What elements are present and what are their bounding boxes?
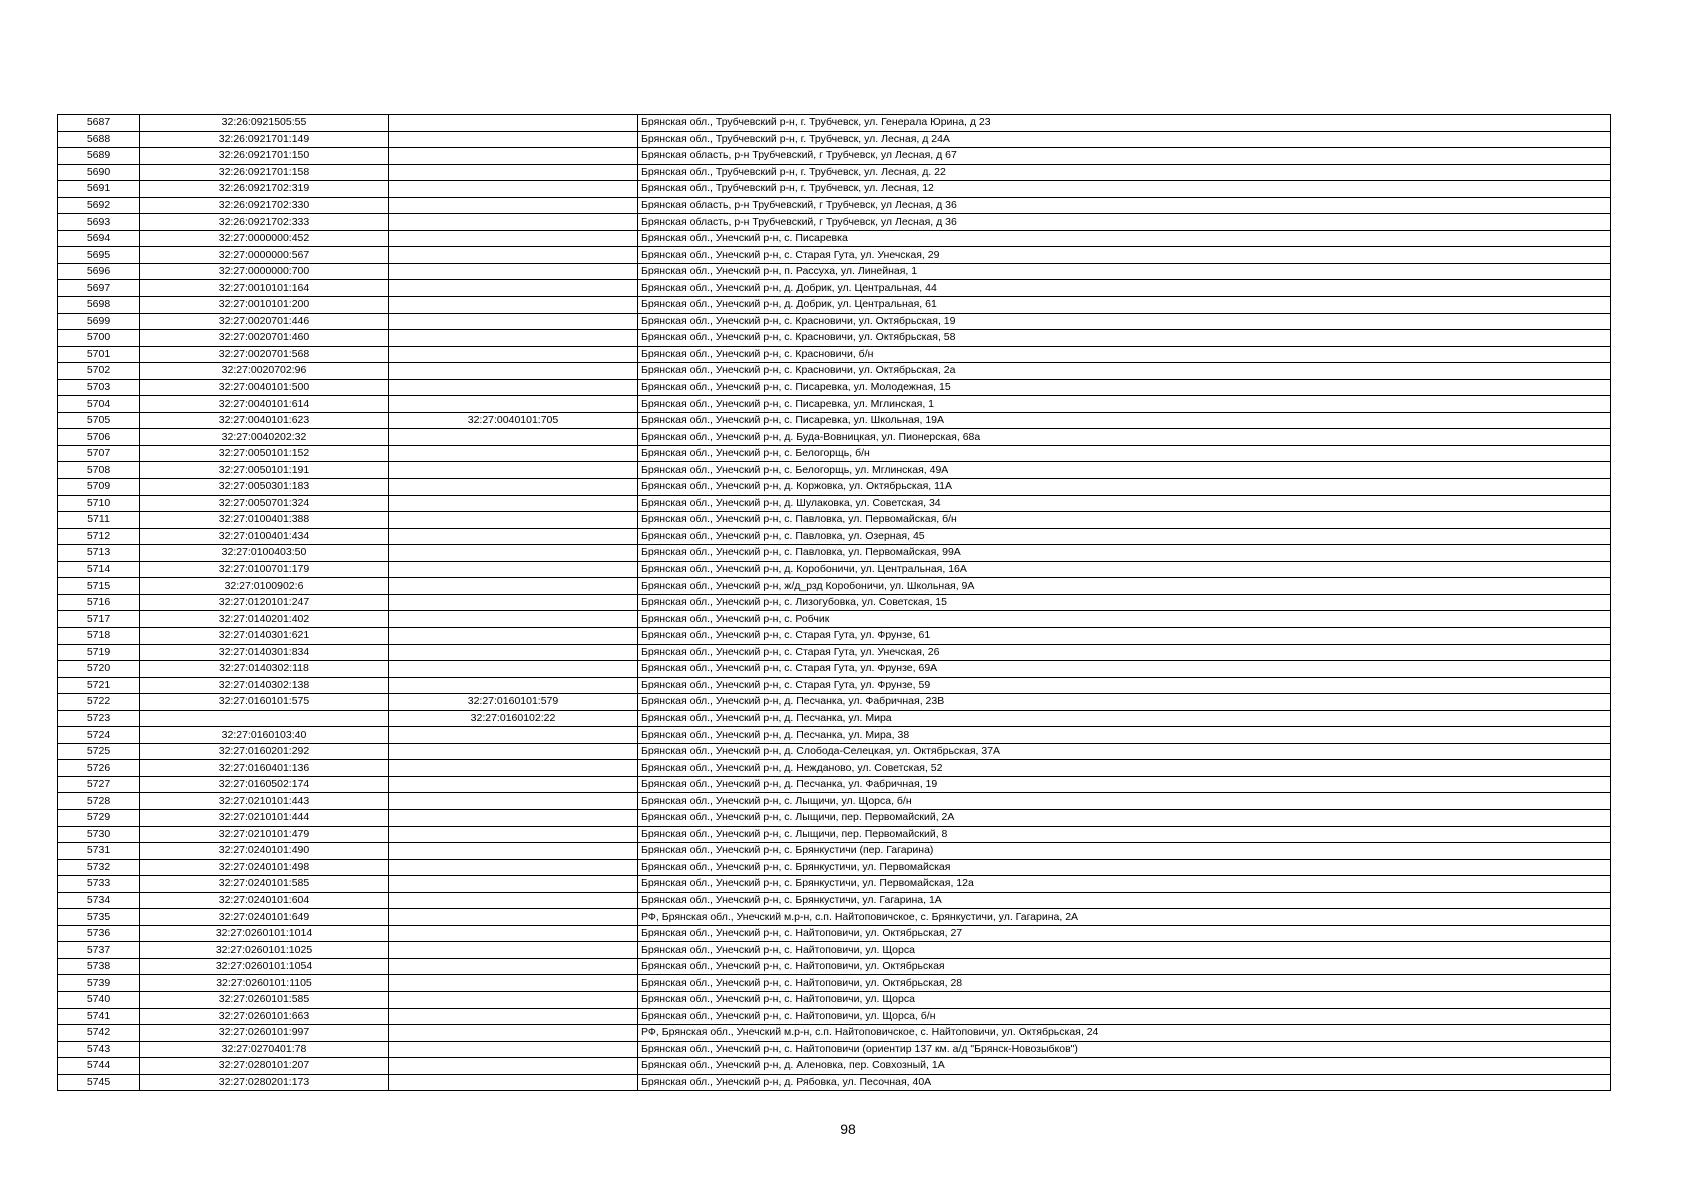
- secondary-cadastral-number-cell: [389, 793, 638, 810]
- table-row: [58, 578, 1611, 595]
- cadastral-number-cell: 32:27:0240101:490: [140, 843, 389, 860]
- table-row: [58, 760, 1611, 777]
- cadastral-number-cell: 32:27:0160401:136: [140, 760, 389, 777]
- secondary-cadastral-number-cell: [389, 528, 638, 545]
- cadastral-number-cell: 32:27:0100902:6: [140, 578, 389, 595]
- address-cell: Брянская обл., Унечский р-н, п. Рассуха, ул. Линейная, 1: [638, 263, 1611, 280]
- address-cell: Брянская обл., Унечский р-н, с. Брянкустичи, ул. Первомайская: [638, 859, 1611, 876]
- secondary-cadastral-number-cell: [389, 197, 638, 214]
- table-row: [58, 892, 1611, 909]
- cadastral-number-cell: 32:27:0020702:96: [140, 363, 389, 380]
- row-number-cell: 5700: [58, 330, 140, 347]
- table-row: [58, 412, 1611, 429]
- address-cell: Брянская обл., Трубчевский р-н, г. Трубчевск, ул. Генерала Юрина, д 23: [638, 115, 1611, 132]
- row-number-cell: 5745: [58, 1074, 140, 1091]
- secondary-cadastral-number-cell: [389, 826, 638, 843]
- table-row: [58, 776, 1611, 793]
- secondary-cadastral-number-cell: [389, 181, 638, 198]
- cadastral-number-cell: 32:27:0020701:568: [140, 346, 389, 363]
- secondary-cadastral-number-cell: [389, 131, 638, 148]
- address-cell: Брянская обл., Унечский р-н, д. Шулаковка, ул. Советская, 34: [638, 495, 1611, 512]
- cadastral-number-cell: 32:27:0140302:138: [140, 677, 389, 694]
- cadastral-number-cell: 32:27:0260101:997: [140, 1025, 389, 1042]
- secondary-cadastral-number-cell: [389, 958, 638, 975]
- row-number-cell: 5714: [58, 561, 140, 578]
- row-number-cell: 5722: [58, 694, 140, 711]
- row-number-cell: 5737: [58, 942, 140, 959]
- table-row: [58, 512, 1611, 529]
- address-cell: Брянская обл., Унечский р-н, д. Коробоничи, ул. Центральная, 16А: [638, 561, 1611, 578]
- row-number-cell: 5717: [58, 611, 140, 628]
- cadastral-number-cell: 32:27:0260101:663: [140, 1008, 389, 1025]
- table-row: [58, 280, 1611, 297]
- address-cell: РФ, Брянская обл., Унечский м.р-н, с.п. Найтоповичское, с. Найтоповичи, ул. Октябрьская, 24: [638, 1025, 1611, 1042]
- cadastral-number-cell: 32:27:0260101:1054: [140, 958, 389, 975]
- address-cell: Брянская обл., Унечский р-н, с. Красновичи, ул. Октябрьская, 58: [638, 330, 1611, 347]
- cadastral-number-cell: 32:27:0260101:1025: [140, 942, 389, 959]
- address-cell: Брянская обл., Унечский р-н, с. Красновичи, б/н: [638, 346, 1611, 363]
- secondary-cadastral-number-cell: [389, 809, 638, 826]
- secondary-cadastral-number-cell: [389, 164, 638, 181]
- table-row: [58, 379, 1611, 396]
- secondary-cadastral-number-cell: [389, 462, 638, 479]
- address-cell: Брянская обл., Унечский р-н, с. Лыщичи, пер. Первомайский, 8: [638, 826, 1611, 843]
- address-cell: Брянская обл., Трубчевский р-н, г. Трубчевск, ул. Лесная, д 24А: [638, 131, 1611, 148]
- address-cell: Брянская обл., Трубчевский р-н, г. Трубчевск, ул. Лесная, 12: [638, 181, 1611, 198]
- cadastral-number-cell: 32:27:0270401:78: [140, 1041, 389, 1058]
- address-cell: Брянская обл., Унечский р-н, с. Найтоповичи (ориентир 137 км. а/д "Брянск-Новозыбков"): [638, 1041, 1611, 1058]
- address-cell: Брянская обл., Унечский р-н, с. Брянкустичи, ул. Гагарина, 1А: [638, 892, 1611, 909]
- secondary-cadastral-number-cell: [389, 661, 638, 678]
- secondary-cadastral-number-cell: [389, 545, 638, 562]
- cadastral-number-cell: 32:27:0120101:247: [140, 594, 389, 611]
- secondary-cadastral-number-cell: [389, 363, 638, 380]
- cadastral-number-cell: 32:27:0000000:452: [140, 230, 389, 247]
- row-number-cell: 5725: [58, 743, 140, 760]
- row-number-cell: 5702: [58, 363, 140, 380]
- address-cell: Брянская обл., Унечский р-н, с. Найтоповичи, ул. Октябрьская, 27: [638, 925, 1611, 942]
- cadastral-number-cell: 32:26:0921702:330: [140, 197, 389, 214]
- cadastral-number-cell: 32:27:0140301:621: [140, 627, 389, 644]
- row-number-cell: 5709: [58, 479, 140, 496]
- address-cell: Брянская обл., Унечский р-н, с. Старая Гута, ул. Унечская, 26: [638, 644, 1611, 661]
- cadastral-number-cell: 32:27:0210101:443: [140, 793, 389, 810]
- row-number-cell: 5721: [58, 677, 140, 694]
- table-row: [58, 263, 1611, 280]
- address-cell: Брянская обл., Унечский р-н, с. Писаревка, ул. Мглинская, 1: [638, 396, 1611, 413]
- secondary-cadastral-number-cell: [389, 727, 638, 744]
- row-number-cell: 5691: [58, 181, 140, 198]
- secondary-cadastral-number-cell: 32:27:0040101:705: [389, 412, 638, 429]
- row-number-cell: 5693: [58, 214, 140, 231]
- address-cell: Брянская обл., Унечский р-н, д. Песчанка, ул. Фабричная, 23В: [638, 694, 1611, 711]
- table-row: [58, 346, 1611, 363]
- secondary-cadastral-number-cell: [389, 280, 638, 297]
- table-row: [58, 396, 1611, 413]
- cadastral-number-cell: 32:27:0040101:614: [140, 396, 389, 413]
- secondary-cadastral-number-cell: [389, 627, 638, 644]
- table-row: [58, 561, 1611, 578]
- table-row: [58, 115, 1611, 132]
- row-number-cell: 5715: [58, 578, 140, 595]
- table-row: [58, 942, 1611, 959]
- table-row: [58, 991, 1611, 1008]
- row-number-cell: 5732: [58, 859, 140, 876]
- address-cell: Брянская обл., Унечский р-н, с. Найтоповичи, ул. Октябрьская, 28: [638, 975, 1611, 992]
- address-cell: Брянская обл., Унечский р-н, с. Брянкустичи, ул. Первомайская, 12а: [638, 876, 1611, 893]
- table-body: [58, 115, 1611, 1091]
- secondary-cadastral-number-cell: [389, 776, 638, 793]
- secondary-cadastral-number-cell: [389, 561, 638, 578]
- cadastral-number-cell: 32:27:0040202:32: [140, 429, 389, 446]
- row-number-cell: 5712: [58, 528, 140, 545]
- row-number-cell: 5713: [58, 545, 140, 562]
- secondary-cadastral-number-cell: [389, 909, 638, 926]
- address-cell: Брянская обл., Унечский р-н, ж/д_рзд Коробоничи, ул. Школьная, 9А: [638, 578, 1611, 595]
- table-row: [58, 545, 1611, 562]
- row-number-cell: 5741: [58, 1008, 140, 1025]
- address-cell: Брянская обл., Унечский р-н, д. Слобода-Селецкая, ул. Октябрьская, 37А: [638, 743, 1611, 760]
- table-row: [58, 1008, 1611, 1025]
- page-number: 98: [840, 1121, 856, 1137]
- row-number-cell: 5696: [58, 263, 140, 280]
- cadastral-number-cell: 32:27:0100401:388: [140, 512, 389, 529]
- table-row: [58, 826, 1611, 843]
- secondary-cadastral-number-cell: [389, 445, 638, 462]
- address-cell: Брянская обл., Унечский р-н, с. Старая Гута, ул. Фрунзе, 61: [638, 627, 1611, 644]
- address-cell: Брянская обл., Унечский р-н, д. Нежданово, ул. Советская, 52: [638, 760, 1611, 777]
- address-cell: Брянская обл., Унечский р-н, с. Красновичи, ул. Октябрьская, 19: [638, 313, 1611, 330]
- property-table: [57, 114, 1611, 1091]
- cadastral-number-cell: 32:27:0210101:479: [140, 826, 389, 843]
- address-cell: Брянская обл., Унечский р-н, д. Песчанка, ул. Мира: [638, 710, 1611, 727]
- row-number-cell: 5695: [58, 247, 140, 264]
- table-row: [58, 479, 1611, 496]
- row-number-cell: 5718: [58, 627, 140, 644]
- secondary-cadastral-number-cell: [389, 495, 638, 512]
- address-cell: Брянская обл., Унечский р-н, д. Добрик, ул. Центральная, 61: [638, 297, 1611, 314]
- address-cell: Брянская обл., Унечский р-н, с. Найтоповичи, ул. Щорса: [638, 991, 1611, 1008]
- cadastral-number-cell: 32:27:0100401:434: [140, 528, 389, 545]
- row-number-cell: 5735: [58, 909, 140, 926]
- address-cell: Брянская обл., Унечский р-н, с. Найтоповичи, ул. Щорса: [638, 942, 1611, 959]
- address-cell: Брянская обл., Унечский р-н, с. Писаревка, ул. Школьная, 19А: [638, 412, 1611, 429]
- table-row: [58, 297, 1611, 314]
- table-row: [58, 445, 1611, 462]
- cadastral-number-cell: 32:26:0921702:319: [140, 181, 389, 198]
- cadastral-number-cell: 32:26:0921701:150: [140, 148, 389, 165]
- row-number-cell: 5734: [58, 892, 140, 909]
- cadastral-number-cell: 32:27:0240101:649: [140, 909, 389, 926]
- table-row: [58, 247, 1611, 264]
- cadastral-number-cell: 32:27:0040101:623: [140, 412, 389, 429]
- table-row: [58, 164, 1611, 181]
- row-number-cell: 5742: [58, 1025, 140, 1042]
- address-cell: Брянская обл., Унечский р-н, с. Старая Гута, ул. Фрунзе, 69А: [638, 661, 1611, 678]
- address-cell: Брянская обл., Унечский р-н, с. Красновичи, ул. Октябрьская, 2а: [638, 363, 1611, 380]
- row-number-cell: 5738: [58, 958, 140, 975]
- address-cell: Брянская обл., Унечский р-н, с. Робчик: [638, 611, 1611, 628]
- row-number-cell: 5736: [58, 925, 140, 942]
- table-row: [58, 429, 1611, 446]
- secondary-cadastral-number-cell: [389, 379, 638, 396]
- table-row: [58, 859, 1611, 876]
- table-row: [58, 644, 1611, 661]
- cadastral-number-cell: 32:26:0921505:55: [140, 115, 389, 132]
- secondary-cadastral-number-cell: [389, 760, 638, 777]
- address-cell: Брянская обл., Унечский р-н, с. Белогорщь, б/н: [638, 445, 1611, 462]
- secondary-cadastral-number-cell: [389, 925, 638, 942]
- table-row: [58, 909, 1611, 926]
- cadastral-number-cell: [140, 710, 389, 727]
- secondary-cadastral-number-cell: [389, 876, 638, 893]
- table-row: [58, 214, 1611, 231]
- row-number-cell: 5729: [58, 809, 140, 826]
- secondary-cadastral-number-cell: [389, 115, 638, 132]
- cadastral-number-cell: 32:27:0050101:191: [140, 462, 389, 479]
- table-row: [58, 694, 1611, 711]
- table-row: [58, 793, 1611, 810]
- cadastral-number-cell: 32:27:0100701:179: [140, 561, 389, 578]
- table-row: [58, 1058, 1611, 1075]
- table-row: [58, 197, 1611, 214]
- table-row: [58, 148, 1611, 165]
- cadastral-number-cell: 32:27:0010101:164: [140, 280, 389, 297]
- row-number-cell: 5733: [58, 876, 140, 893]
- cadastral-number-cell: 32:27:0240101:604: [140, 892, 389, 909]
- cadastral-number-cell: 32:27:0140302:118: [140, 661, 389, 678]
- secondary-cadastral-number-cell: [389, 429, 638, 446]
- row-number-cell: 5730: [58, 826, 140, 843]
- cadastral-number-cell: 32:27:0210101:444: [140, 809, 389, 826]
- cadastral-number-cell: 32:27:0260101:1014: [140, 925, 389, 942]
- secondary-cadastral-number-cell: [389, 594, 638, 611]
- secondary-cadastral-number-cell: [389, 263, 638, 280]
- address-cell: Брянская область, р-н Трубчевский, г Трубчевск, ул Лесная, д 36: [638, 197, 1611, 214]
- secondary-cadastral-number-cell: [389, 313, 638, 330]
- address-cell: Брянская обл., Унечский р-н, д. Коржовка, ул. Октябрьская, 11А: [638, 479, 1611, 496]
- row-number-cell: 5728: [58, 793, 140, 810]
- secondary-cadastral-number-cell: [389, 743, 638, 760]
- row-number-cell: 5687: [58, 115, 140, 132]
- secondary-cadastral-number-cell: [389, 859, 638, 876]
- address-cell: Брянская обл., Трубчевский р-н, г. Трубчевск, ул. Лесная, д. 22: [638, 164, 1611, 181]
- address-cell: Брянская обл., Унечский р-н, с. Старая Гута, ул. Фрунзе, 59: [638, 677, 1611, 694]
- cadastral-number-cell: 32:26:0921702:333: [140, 214, 389, 231]
- row-number-cell: 5711: [58, 512, 140, 529]
- address-cell: Брянская обл., Унечский р-н, с. Лыщичи, пер. Первомайский, 2А: [638, 809, 1611, 826]
- row-number-cell: 5723: [58, 710, 140, 727]
- address-cell: Брянская обл., Унечский р-н, с. Павловка, ул. Озерная, 45: [638, 528, 1611, 545]
- secondary-cadastral-number-cell: [389, 1008, 638, 1025]
- row-number-cell: 5703: [58, 379, 140, 396]
- cadastral-number-cell: 32:27:0240101:498: [140, 859, 389, 876]
- address-cell: Брянская обл., Унечский р-н, д. Песчанка, ул. Мира, 38: [638, 727, 1611, 744]
- secondary-cadastral-number-cell: [389, 247, 638, 264]
- cadastral-number-cell: 32:27:0020701:460: [140, 330, 389, 347]
- address-cell: Брянская обл., Унечский р-н, с. Павловка, ул. Первомайская, б/н: [638, 512, 1611, 529]
- table-row: [58, 462, 1611, 479]
- cadastral-number-cell: 32:27:0050701:324: [140, 495, 389, 512]
- secondary-cadastral-number-cell: [389, 214, 638, 231]
- secondary-cadastral-number-cell: [389, 611, 638, 628]
- secondary-cadastral-number-cell: [389, 230, 638, 247]
- row-number-cell: 5699: [58, 313, 140, 330]
- row-number-cell: 5739: [58, 975, 140, 992]
- row-number-cell: 5720: [58, 661, 140, 678]
- row-number-cell: 5698: [58, 297, 140, 314]
- cadastral-number-cell: 32:27:0240101:585: [140, 876, 389, 893]
- row-number-cell: 5707: [58, 445, 140, 462]
- cadastral-number-cell: 32:27:0140301:834: [140, 644, 389, 661]
- table-row: [58, 1025, 1611, 1042]
- row-number-cell: 5708: [58, 462, 140, 479]
- table-row: [58, 627, 1611, 644]
- table-row: [58, 528, 1611, 545]
- secondary-cadastral-number-cell: [389, 644, 638, 661]
- row-number-cell: 5688: [58, 131, 140, 148]
- row-number-cell: 5705: [58, 412, 140, 429]
- cadastral-number-cell: 32:27:0160502:174: [140, 776, 389, 793]
- row-number-cell: 5694: [58, 230, 140, 247]
- cadastral-number-cell: 32:27:0140201:402: [140, 611, 389, 628]
- address-cell: Брянская область, р-н Трубчевский, г Трубчевск, ул Лесная, д 36: [638, 214, 1611, 231]
- address-cell: Брянская обл., Унечский р-н, с. Павловка, ул. Первомайская, 99А: [638, 545, 1611, 562]
- table-row: [58, 809, 1611, 826]
- table-row: [58, 1074, 1611, 1091]
- cadastral-number-cell: 32:27:0040101:500: [140, 379, 389, 396]
- address-cell: Брянская обл., Унечский р-н, с. Найтоповичи, ул. Щорса, б/н: [638, 1008, 1611, 1025]
- address-cell: Брянская обл., Унечский р-н, д. Песчанка, ул. Фабричная, 19: [638, 776, 1611, 793]
- secondary-cadastral-number-cell: [389, 297, 638, 314]
- cadastral-number-cell: 32:26:0921701:149: [140, 131, 389, 148]
- row-number-cell: 5701: [58, 346, 140, 363]
- secondary-cadastral-number-cell: 32:27:0160101:579: [389, 694, 638, 711]
- cadastral-number-cell: 32:27:0160201:292: [140, 743, 389, 760]
- address-cell: Брянская обл., Унечский р-н, с. Писаревка, ул. Молодежная, 15: [638, 379, 1611, 396]
- address-cell: Брянская обл., Унечский р-н, с. Писаревка: [638, 230, 1611, 247]
- address-cell: Брянская обл., Унечский р-н, с. Лыщичи, ул. Щорса, б/н: [638, 793, 1611, 810]
- table-row: [58, 925, 1611, 942]
- row-number-cell: 5692: [58, 197, 140, 214]
- address-cell: Брянская обл., Унечский р-н, с. Лизогубовка, ул. Советская, 15: [638, 594, 1611, 611]
- secondary-cadastral-number-cell: [389, 843, 638, 860]
- cadastral-number-cell: 32:27:0020701:446: [140, 313, 389, 330]
- address-cell: Брянская обл., Унечский р-н, д. Аленовка, пер. Совхозный, 1А: [638, 1058, 1611, 1075]
- address-cell: РФ, Брянская обл., Унечский м.р-н, с.п. Найтоповичское, с. Брянкустичи, ул. Гагарина, 2А: [638, 909, 1611, 926]
- row-number-cell: 5724: [58, 727, 140, 744]
- table-row: [58, 330, 1611, 347]
- table-row: [58, 611, 1611, 628]
- cadastral-number-cell: 32:27:0160103:40: [140, 727, 389, 744]
- cadastral-number-cell: 32:27:0260101:585: [140, 991, 389, 1008]
- cadastral-number-cell: 32:27:0010101:200: [140, 297, 389, 314]
- address-cell: Брянская обл., Унечский р-н, д. Буда-Вовницкая, ул. Пионерская, 68а: [638, 429, 1611, 446]
- row-number-cell: 5710: [58, 495, 140, 512]
- row-number-cell: 5727: [58, 776, 140, 793]
- secondary-cadastral-number-cell: [389, 578, 638, 595]
- cadastral-number-cell: 32:27:0000000:567: [140, 247, 389, 264]
- row-number-cell: 5744: [58, 1058, 140, 1075]
- secondary-cadastral-number-cell: [389, 346, 638, 363]
- cadastral-number-cell: 32:27:0260101:1105: [140, 975, 389, 992]
- table-row: [58, 313, 1611, 330]
- table-row: [58, 743, 1611, 760]
- row-number-cell: 5726: [58, 760, 140, 777]
- secondary-cadastral-number-cell: [389, 892, 638, 909]
- row-number-cell: 5740: [58, 991, 140, 1008]
- secondary-cadastral-number-cell: [389, 975, 638, 992]
- secondary-cadastral-number-cell: [389, 1074, 638, 1091]
- table-row: [58, 876, 1611, 893]
- address-cell: Брянская обл., Унечский р-н, д. Рябовка, ул. Песочная, 40А: [638, 1074, 1611, 1091]
- secondary-cadastral-number-cell: [389, 479, 638, 496]
- table-row: [58, 181, 1611, 198]
- table-row: [58, 677, 1611, 694]
- row-number-cell: 5731: [58, 843, 140, 860]
- table-row: [58, 594, 1611, 611]
- secondary-cadastral-number-cell: [389, 1041, 638, 1058]
- table-row: [58, 495, 1611, 512]
- table-row: [58, 661, 1611, 678]
- table-row: [58, 230, 1611, 247]
- address-cell: Брянская обл., Унечский р-н, д. Добрик, ул. Центральная, 44: [638, 280, 1611, 297]
- table-row: [58, 727, 1611, 744]
- secondary-cadastral-number-cell: [389, 396, 638, 413]
- table-row: [58, 1041, 1611, 1058]
- row-number-cell: 5743: [58, 1041, 140, 1058]
- cadastral-number-cell: 32:27:0050301:183: [140, 479, 389, 496]
- secondary-cadastral-number-cell: [389, 1025, 638, 1042]
- secondary-cadastral-number-cell: 32:27:0160102:22: [389, 710, 638, 727]
- row-number-cell: 5690: [58, 164, 140, 181]
- secondary-cadastral-number-cell: [389, 330, 638, 347]
- address-cell: Брянская обл., Унечский р-н, с. Найтоповичи, ул. Октябрьская: [638, 958, 1611, 975]
- cadastral-number-cell: 32:27:0280101:207: [140, 1058, 389, 1075]
- secondary-cadastral-number-cell: [389, 148, 638, 165]
- table-row: [58, 363, 1611, 380]
- cadastral-number-cell: 32:26:0921701:158: [140, 164, 389, 181]
- row-number-cell: 5719: [58, 644, 140, 661]
- table-row: [58, 131, 1611, 148]
- table-row: [58, 958, 1611, 975]
- row-number-cell: 5716: [58, 594, 140, 611]
- row-number-cell: 5689: [58, 148, 140, 165]
- row-number-cell: 5697: [58, 280, 140, 297]
- secondary-cadastral-number-cell: [389, 991, 638, 1008]
- cadastral-number-cell: 32:27:0100403:50: [140, 545, 389, 562]
- address-cell: Брянская обл., Унечский р-н, с. Старая Гута, ул. Унечская, 29: [638, 247, 1611, 264]
- cadastral-number-cell: 32:27:0280201:173: [140, 1074, 389, 1091]
- cadastral-number-cell: 32:27:0160101:575: [140, 694, 389, 711]
- row-number-cell: 5704: [58, 396, 140, 413]
- cadastral-number-cell: 32:27:0000000:700: [140, 263, 389, 280]
- secondary-cadastral-number-cell: [389, 677, 638, 694]
- row-number-cell: 5706: [58, 429, 140, 446]
- table-row: [58, 843, 1611, 860]
- secondary-cadastral-number-cell: [389, 1058, 638, 1075]
- address-cell: Брянская область, р-н Трубчевский, г Трубчевск, ул Лесная, д 67: [638, 148, 1611, 165]
- address-cell: Брянская обл., Унечский р-н, с. Брянкустичи (пер. Гагарина): [638, 843, 1611, 860]
- cadastral-number-cell: 32:27:0050101:152: [140, 445, 389, 462]
- secondary-cadastral-number-cell: [389, 512, 638, 529]
- address-cell: Брянская обл., Унечский р-н, с. Белогорщь, ул. Мглинская, 49А: [638, 462, 1611, 479]
- secondary-cadastral-number-cell: [389, 942, 638, 959]
- table-row: [58, 710, 1611, 727]
- table-row: [58, 975, 1611, 992]
